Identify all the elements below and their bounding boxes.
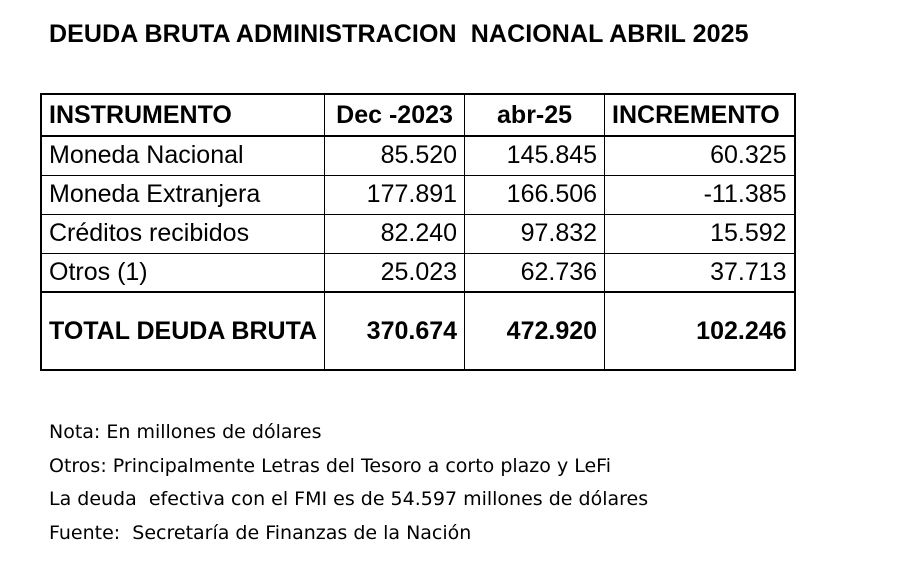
- total-dec-2023: 370.674: [325, 292, 465, 370]
- cell-instrumento: Moneda Nacional: [41, 136, 325, 175]
- cell-incremento: 60.325: [605, 136, 795, 175]
- total-row: [41, 292, 795, 370]
- footnotes: [49, 419, 648, 553]
- header-incremento: INCREMENTO: [605, 94, 795, 136]
- table-row: [41, 175, 795, 214]
- cell-dec-2023: 85.520: [325, 136, 465, 175]
- cell-instrumento: Otros (1): [41, 253, 325, 292]
- cell-dec-2023: 25.023: [325, 253, 465, 292]
- note-units: Nota: En millones de dólares: [49, 421, 322, 443]
- table-row: [41, 136, 795, 175]
- cell-incremento: 37.713: [605, 253, 795, 292]
- header-instrumento: INSTRUMENTO: [41, 94, 325, 136]
- table-row: [41, 253, 795, 292]
- header-abr-25: abr-25: [465, 94, 605, 136]
- cell-dec-2023: 177.891: [325, 175, 465, 214]
- cell-abr-25: 62.736: [465, 253, 605, 292]
- note-source: Fuente: Secretaría de Finanzas de la Nación: [49, 521, 472, 544]
- total-incremento: 102.246: [605, 292, 795, 370]
- cell-instrumento: Moneda Extranjera: [41, 175, 325, 214]
- table-header-row: [41, 94, 795, 136]
- cell-incremento: -11.385: [605, 175, 795, 214]
- cell-abr-25: 166.506: [465, 175, 605, 214]
- cell-instrumento: Créditos recibidos: [41, 214, 325, 253]
- cell-abr-25: 97.832: [465, 214, 605, 253]
- table-row: [41, 214, 795, 253]
- cell-incremento: 15.592: [605, 214, 795, 253]
- debt-table: [40, 93, 796, 371]
- page-title: DEUDA BRUTA ADMINISTRACION NACIONAL ABRIL 2025: [49, 20, 749, 48]
- total-label: TOTAL DEUDA BRUTA: [41, 292, 325, 370]
- header-dec-2023: Dec -2023: [325, 94, 465, 136]
- note-fmi: La deuda efectiva con el FMI es de 54.597 millones de dólares: [49, 488, 649, 510]
- note-otros: Otros: Principalmente Letras del Tesoro a corto plazo y LeFi: [49, 454, 611, 477]
- cell-dec-2023: 82.240: [325, 214, 465, 253]
- cell-abr-25: 145.845: [465, 136, 605, 175]
- total-abr-25: 472.920: [465, 292, 605, 370]
